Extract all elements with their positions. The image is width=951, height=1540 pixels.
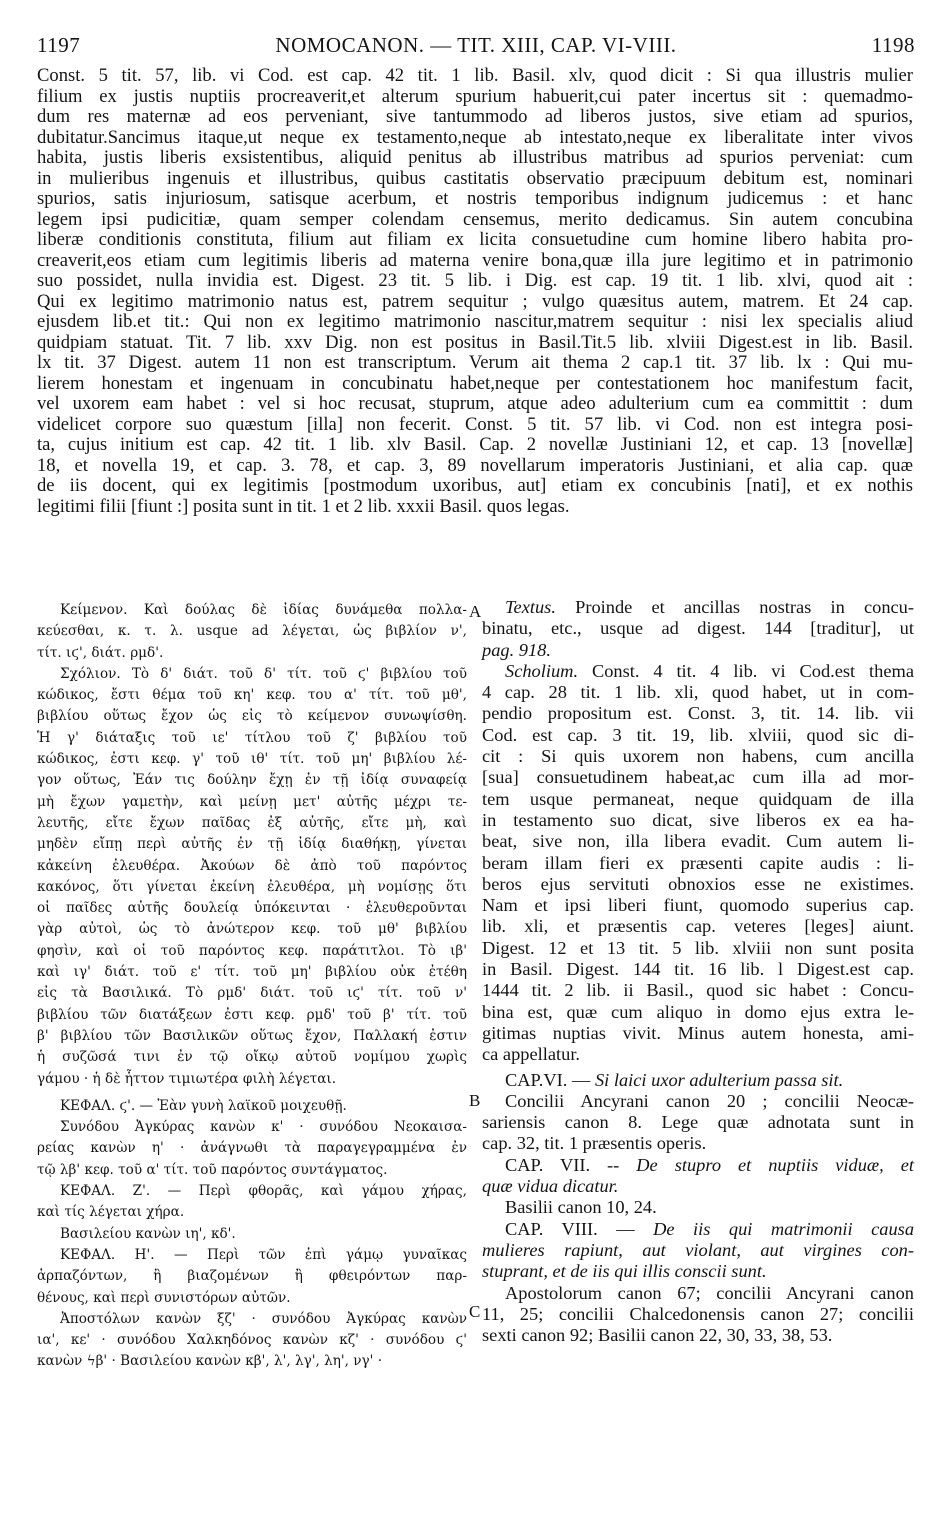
text-line: cap. 32, tit. 1 præsentis operis.	[482, 1133, 707, 1154]
text-line: 11, 25; concilii Chalcedonensis canon 27; concilii	[482, 1303, 914, 1324]
text-line: in Basil. Digest. 144 tit. 16 lib. l Digest.est cap.	[482, 959, 914, 980]
text-line: βιβλίου οὕτως ἔχον ὡς εἰς τὸ κείμενον συνωψίσθη.	[37, 708, 467, 725]
text-line: videlicet corpore suo quæstum [illa] non fecerit. Const. 5 tit. 57 lib. vi Cod. non est integra posi-	[37, 413, 913, 435]
text-line: beram illam fieri ex præsenti capite audis : li-	[482, 852, 914, 873]
text-line: καὶ ιγ' διάτ. τοῦ ε' τίτ. τοῦ μη' βιβλίου οὐκ ἐτέθη	[37, 964, 467, 981]
text-line: ca appellatur.	[482, 1044, 581, 1065]
greek-cap6-heading: ΚΕΦΑΛ. ϛ'. — Ἐὰν γυνὴ λαϊκοῦ μοιχευθῇ.	[60, 1097, 347, 1114]
text-line: bina est, quæ cum aliquo in domo ejus extra le-	[482, 1001, 914, 1022]
text-line: cit : Si quis uxorem non habens, cum ancilla	[482, 746, 914, 767]
text-line: pendio propositum est. Const. 3, tit. 14. lib. vii	[482, 703, 914, 724]
greek-cap8-body	[37, 1309, 467, 1373]
running-title: NOMOCANON. — TIT. XIII, CAP. VI-VIII.	[275, 33, 677, 57]
text-line: 18, et novella 19, et cap. 3. 78, et cap. 3, 89 novellarum imperatoris Justiniani, et alia cap. quæ	[37, 454, 913, 476]
text-line: gitimas nuptias vivit. Minus autem honesta, ami-	[482, 1022, 914, 1043]
latin-cap7-heading: CAP. VII. -- De stupro et nuptiis viduæ, et	[505, 1154, 915, 1175]
greek-cap7-heading	[37, 1181, 467, 1224]
text-line: ta, cujus initium est cap. 42 tit. 1 lib. xlv Basil. Cap. 2 novellæ Justiniani 12, et cap. 13 [novellæ]	[37, 434, 913, 455]
latin-cap6-heading: CAP.VI. — Si laici uxor adulterium passa sit.	[505, 1069, 844, 1090]
latin-cap8-body	[482, 1283, 914, 1347]
text-line: γὰρ αὐτοὶ, ὡς τὸ ἀνώτερον κεφ. τοῦ μθ' βιβλίου	[37, 921, 467, 938]
greek-cap6-body	[37, 1117, 467, 1181]
text-line: τῷ λβ' κεφ. τοῦ α' τίτ. τοῦ παρόντος συντάγματος.	[37, 1161, 388, 1178]
text-line: εἰς τὰ Βασιλικά. Τὸ ρμδ' διάτ. τοῦ ιϛ' τίτ. τοῦ ν'	[37, 985, 467, 1002]
text-line: φησὶν, καὶ οἱ τοῦ παρόντος κεφ. παράτιτλοι. Τὸ ιβ'	[37, 942, 467, 959]
text-line: 4 cap. 28 tit. 1 lib. xli, quod habet, ut in com-	[482, 682, 914, 703]
text-line: sariensis canon 8. Lege quæ adnotata sunt in	[482, 1112, 914, 1133]
text-line: καὶ τίς λέγεται χήρα.	[37, 1204, 185, 1221]
text-line: γάμου · ἡ δὲ ἧττον τιμιωτέρα φιλὴ λέγεται.	[37, 1070, 337, 1087]
latin-scholium	[482, 682, 914, 1065]
latin-commentary-block	[37, 66, 913, 517]
greek-scholion	[37, 664, 467, 1090]
text-line: 1444 tit. 2 lib. ii Basil., quod sic habet : Concu-	[482, 980, 914, 1001]
greek-cap8-heading	[37, 1245, 467, 1309]
text-line: lierem honestam et ingenuam in concubinatu habet,neque per contestationem hoc manifestum facit,	[37, 372, 913, 394]
text-line: ΚΕΦΑΛ. Η'. — Περὶ τῶν ἐπὶ γάμῳ γυναῖκας	[60, 1246, 467, 1263]
margin-letter-a: A	[469, 602, 482, 621]
latin-cap8-heading-2: mulieres rapiunt, aut violant, aut virgines con-	[482, 1239, 914, 1260]
text-line: κακόνος, ὅτι γίνεται ἐκείνη ἐλευθέρα, μὴ νομίσῃς ὅτι	[37, 878, 467, 895]
latin-cap6-body	[482, 1091, 914, 1155]
text-line: οἱ παῖδες αὐτῆς δουλείᾳ ὑπόκεινται · ἐλευθεροῦνται	[37, 900, 467, 917]
text-line: lib. xli, et præsentis cap. veteres [leges] aiunt.	[482, 916, 914, 937]
text-line: κἀκείνη ἐλευθέρα. Ἀκούων δὲ ἀπὸ τοῦ παρόντος	[37, 857, 467, 874]
text-line: dubitatur.Sancimus itaque,ut neque ex testamento,neque ab intestato,neque ex liberalitate inter vivos	[37, 126, 913, 148]
text-line: ἁρπαζόντων, ἢ βιαζομένων ἢ φθειρόντων παρ-	[37, 1268, 467, 1285]
text-line: μὴ ἔχων γαμετὴν, καὶ μείνῃ μετ' αὐτῆς μέχρι τε-	[37, 793, 467, 810]
textus-line-2: binatu, etc., usque ad digest. 144 [traditur], ut	[482, 618, 914, 639]
margin-letter-b: B	[469, 1091, 481, 1110]
text-line: spurios, satis injuriosum, satisque acerbum, et nostris temporibus indignum judicemus : et hanc	[37, 188, 913, 209]
text-line: Digest. 12 et 13 tit. 5 lib. xlviii non sunt posita	[482, 937, 914, 958]
page-number-left: 1197	[37, 33, 81, 57]
text-line: κώδικος, ἔστι θέμα τοῦ κη' κεφ. του α' τίτ. τοῦ μθ',	[37, 687, 467, 704]
latin-cap8-heading: CAP. VIII. — De iis qui matrimonii causa	[505, 1218, 915, 1239]
text-line: Cod. est cap. 3 tit. 19, lib. xlviii, quod sic di-	[482, 724, 914, 745]
text-line: beat, sive non, illa libera evadit. Cum autem li-	[482, 831, 914, 852]
textus-line-3: pag. 918.	[482, 639, 551, 660]
text-line: sexti canon 92; Basilii canon 22, 30, 33, 38, 53.	[482, 1325, 833, 1346]
text-line: ἡ συζῶσά τινι ἐν τῷ οἴκῳ αὐτοῦ νομίμου χωρὶς	[37, 1049, 467, 1066]
text-line: ρείας κανὼν η' · ἀνάγνωθι τὰ παραγεγραμμένα ἐν	[37, 1140, 467, 1157]
text-line: creaverit,eos etiam cum legitimis liberis ad materna venire bona,quæ illa jure legitimo et in patrimonio	[37, 249, 913, 271]
text-line: Κείμενον. Καὶ δούλας δὲ ἰδίας δυνάμεθα πολλα-	[60, 602, 467, 618]
text-line: Qui ex legitimo matrimonio natus est, patrem sequitur ; vulgo quæsitus autem, matrem. Et 24 cap.	[37, 290, 913, 312]
text-line: filium ex justis nuptiis procreaverit,et alterum spurium habuerit,cui pater incertus sit : quemadmo-	[37, 85, 913, 107]
text-line: Const. 5 tit. 57, lib. vi Cod. est cap. 42 tit. 1 lib. Basil. xlv, quod dicit : Si qua illustris mulier	[37, 65, 913, 86]
latin-column	[482, 597, 914, 1346]
text-line: quidpiam statuat. Tit. 7 lib. xxv Dig. non est positus in Basil.Tit.5 lib. xlviii Digest.est in lib. Basil.	[37, 331, 913, 353]
page-number-right: 1198	[871, 33, 915, 57]
text-line: ΚΕΦΑΛ. Ζ'. — Περὶ φθορᾶς, καὶ γάμου χήρας,	[60, 1183, 467, 1200]
text-line: τίτ. ιϛ', διάτ. ρμδ'.	[37, 644, 164, 661]
text-line: habita, justis liberis exsistentibus, aliquid penitus ab illustribus matribus ad spurios perveniat: cum	[37, 147, 913, 168]
text-line: tem usque permaneat, neque quidquam de illa	[482, 788, 914, 809]
textus-label: Textus.	[505, 597, 556, 617]
text-line: βιβλίου τῶν διατάξεων ἐστι κεφ. ρμδ' τοῦ β' τίτ. τοῦ	[37, 1006, 467, 1023]
margin-letter-c: C	[469, 1302, 481, 1321]
text-line: Συνόδου Ἀγκύρας κανὼν κ' · συνόδου Νεοκαισα-	[60, 1119, 467, 1136]
text-line: ια', κε' · συνόδου Χαλκηδόνος κανὼν κζ' · συνόδου ϛ'	[37, 1332, 467, 1349]
greek-keimenon	[37, 600, 467, 664]
text-line: θένους, καὶ περὶ συνιστόρων αὐτῶν.	[37, 1289, 291, 1306]
text-line: [sua] consuetudinem habeat,ac cum illa ad mor-	[482, 767, 914, 788]
text-line: lx tit. 37 Digest. autem 11 non est transcriptum. Verum ait thema 2 cap.1 tit. 37 lib. lx : Qui mu-	[37, 352, 913, 373]
text-line: κεύεσθαι, κ. τ. λ. usque ad λέγεται, ὡς βιβλίον ν',	[37, 623, 467, 640]
scholium-first-line: Scholium. Const. 4 tit. 4 lib. vi Cod.est thema	[505, 660, 914, 681]
text-line: κανὼν ϟβ' · Βασιλείου κανὼν κβ', λ', λγ', λη', νγ' ·	[37, 1353, 383, 1370]
text-line: in testamento suo dicat, sive liberos ex ea ha-	[482, 809, 914, 830]
text-line: γον οὕτως, Ἐάν τις δούλην ἔχῃ ἐν τῇ ἰδίᾳ συναφείᾳ	[37, 772, 467, 789]
text-line: de iis docent, qui ex legitimis [postmodum uxoribus, aut] etiam ex concubinis [nati], et ex nothis	[37, 475, 913, 496]
text-line: Concilii Ancyrani canon 20 ; concilii Neocæ-	[505, 1090, 914, 1111]
latin-cap7-heading-2: quæ vidua dicatur.	[482, 1176, 619, 1197]
text-line: beros ejus servituti obnoxios esse ne existimes.	[482, 873, 914, 894]
text-line: Ἡ γ' διάταξις τοῦ ιε' τίτλου τοῦ ζ' βιβλίου τοῦ	[37, 729, 467, 746]
text-line: legitimi filii [fiunt :] posita sunt in tit. 1 et 2 lib. xxxii Basil. quos legas.	[37, 495, 570, 517]
text-line: liberæ conditionis constituta, filium aut filiam ex licita consuetudine cum homine libero habita pro-	[37, 229, 913, 250]
text-line: dum res maternæ ad eos perveniant, sive tantummodo ad liberos justos, sive etiam ad spurios,	[37, 106, 913, 127]
text-line: μηδὲν εἴπῃ περὶ αὐτῆς ἐν τῇ ἰδίᾳ διαθήκῃ, γίνεται	[37, 836, 467, 853]
running-header	[37, 33, 915, 59]
text-line: Σχόλιον. Τὸ δ' διάτ. τοῦ δ' τίτ. τοῦ ϛ' βιβλίου τοῦ	[60, 665, 467, 682]
text-line: suo possidet, nulla invidia est. Digest. 23 tit. 5 lib. i Dig. est cap. 19 tit. 1 lib. xlvi, quod ait :	[37, 270, 913, 291]
text-line: legem ipsi pudicitiæ, quam semper colendam censemus, merito dedicamus. Sin autem concubina	[37, 208, 913, 230]
text-line: Apostolorum canon 67; concilii Ancyrani canon	[505, 1282, 914, 1303]
text-line: in mulieribus ingenuis et illustribus, quibus castitatis observatio præcipuum debitum est, nominari	[37, 167, 913, 189]
textus-line: Textus. Proinde et ancillas nostras in concu-	[505, 597, 914, 617]
text-line: β' βιβλίου τῶν Βασιλικῶν οὕτως ἔχον, Παλλακή ἐστιν	[37, 1027, 467, 1044]
text-line: ejusdem lib.et tit.: Qui non ex legitimo matrimonio nascitur,matrem sequitur : nisi lex specialis aliud	[37, 311, 913, 332]
greek-column	[37, 600, 467, 1373]
text-line: vel uxorem eam habet : vel si hoc recusat, stuprum, atque adeo adulterium cum ea committit : dum	[37, 393, 913, 414]
scholium-label: Scholium.	[505, 660, 579, 681]
greek-cap7-body: Βασιλείου κανὼν ιη', κδ'.	[60, 1225, 236, 1242]
text-line: λευτῆς, εἴτε ἔχων παῖδας ἐξ αὐτῆς, εἴτε μὴ, καὶ	[37, 814, 467, 831]
text-line: κώδικος, ἐστι κεφ. γ' τοῦ ιθ' τίτ. τοῦ μη' βιβλίου λέ-	[37, 751, 467, 768]
text-line: Ἀποστόλων κανὼν ξζ' · συνόδου Ἀγκύρας κανὼν	[60, 1310, 467, 1327]
latin-cap7-body: Basilii canon 10, 24.	[505, 1197, 657, 1218]
text-line: Nam et ipsi liberi fiunt, quomodo superius cap.	[482, 895, 914, 916]
latin-cap8-heading-3: stuprant, et de iis qui illis conscii sunt.	[482, 1261, 767, 1282]
